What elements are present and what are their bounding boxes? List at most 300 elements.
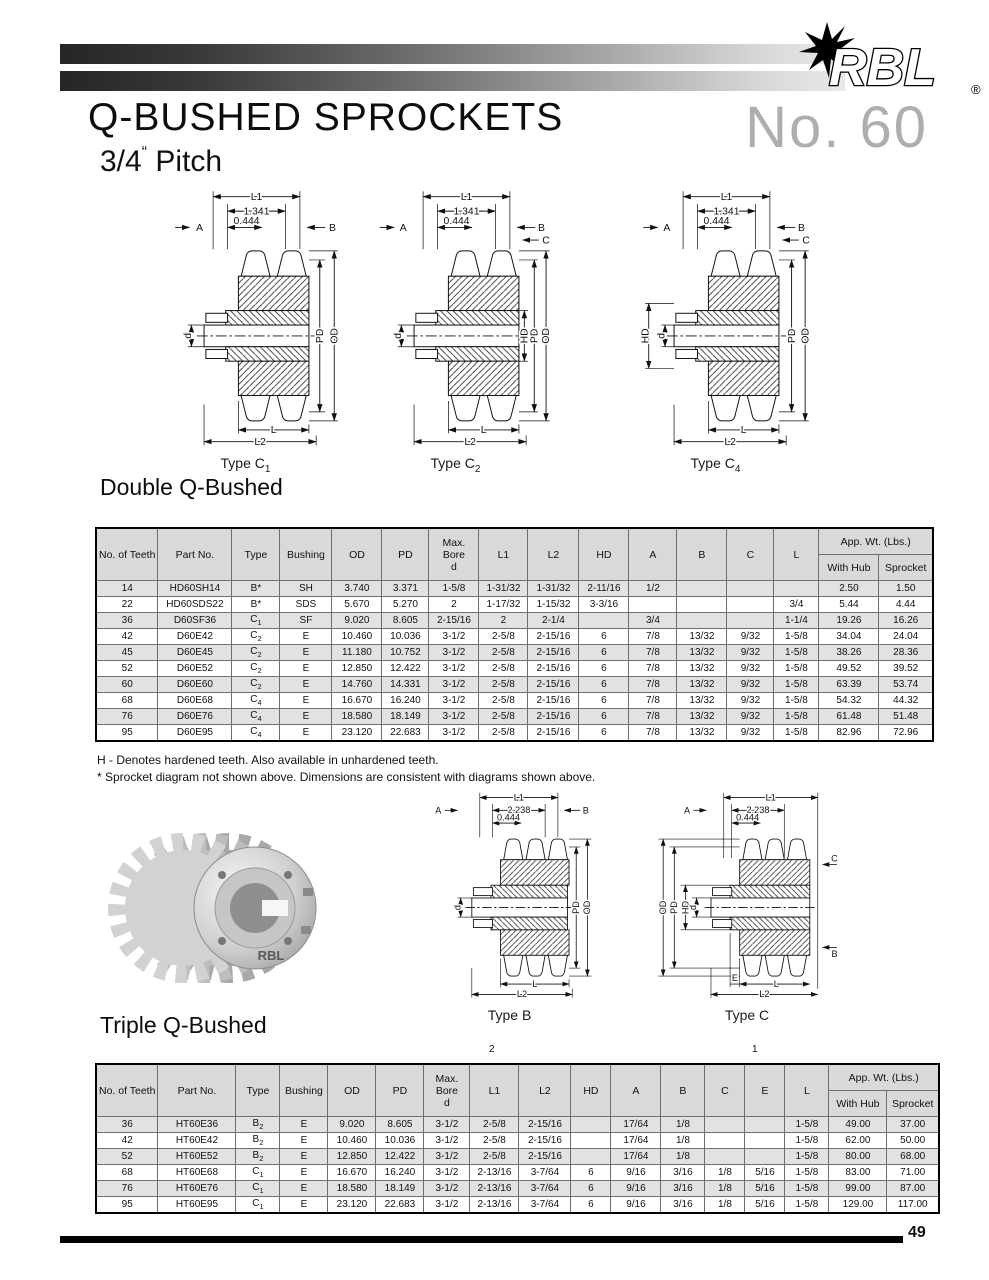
- table-cell: 18.149: [376, 1181, 424, 1197]
- table-cell: 9/32: [727, 709, 774, 725]
- table-cell: B*: [232, 597, 280, 613]
- col-header-c: C: [727, 528, 774, 581]
- table-cell: $C_2$: [232, 661, 280, 677]
- table-cell: 12.850: [328, 1149, 376, 1165]
- table-cell: $C_2$: [232, 677, 280, 693]
- svg-text:L: L: [773, 978, 780, 989]
- table-cell: E: [280, 1197, 328, 1214]
- table-cell: 82.96: [819, 725, 879, 742]
- table-cell: 13/32: [677, 693, 727, 709]
- col-header-l: L: [785, 1064, 829, 1117]
- table-cell: 2-5/8: [479, 645, 528, 661]
- sprocket-hub: [194, 847, 316, 969]
- table-cell: E: [280, 693, 332, 709]
- svg-text:OD: OD: [541, 328, 553, 344]
- table-cell: 5.270: [382, 597, 429, 613]
- table-cell: 6: [571, 1197, 611, 1214]
- figure-caption-type-c2: Type $C_2$: [430, 455, 481, 475]
- diagram-type-c2: [358, 184, 552, 448]
- triple-sprocket-photo: [95, 808, 325, 1013]
- table-cell: 3/16: [661, 1197, 705, 1214]
- pitch-fraction: 3/4: [100, 145, 142, 178]
- table-cell: 6: [579, 677, 629, 693]
- table-cell: 28.36: [879, 645, 933, 661]
- page-title: Q-BUSHED SPROCKETS: [88, 96, 564, 139]
- table-cell: [629, 597, 677, 613]
- table-row: [96, 1117, 939, 1133]
- table-cell: 7/8: [629, 709, 677, 725]
- stray-mark-1: 1: [752, 1044, 758, 1055]
- svg-text:HD: HD: [519, 328, 531, 344]
- col-header-c: C: [705, 1064, 745, 1117]
- table-cell: E: [280, 1149, 328, 1165]
- table-cell: $B_2$: [236, 1149, 280, 1165]
- rbl-logo: [793, 22, 987, 100]
- table-cell: 95: [96, 725, 158, 742]
- table-cell: SF: [280, 613, 332, 629]
- table-cell: 2-13/16: [470, 1197, 519, 1214]
- table-cell: 1/8: [661, 1133, 705, 1149]
- table-cell: 2-15/16: [528, 629, 579, 645]
- svg-text:L: L: [271, 425, 277, 437]
- figure-caption-type-c4: Type $C_4$: [690, 455, 741, 475]
- svg-text:PD: PD: [669, 901, 680, 914]
- table-cell: $C_4$: [232, 725, 280, 742]
- double-q-bushed-table: [95, 527, 934, 742]
- pitch-word: Pitch: [155, 145, 223, 178]
- svg-text:OD: OD: [800, 328, 812, 344]
- rbl-logo-graphic: [793, 22, 987, 100]
- svg-text:A: A: [435, 805, 442, 816]
- table-cell: [705, 1117, 745, 1133]
- table-cell: 10.036: [382, 629, 429, 645]
- table-cell: $C_2$: [232, 629, 280, 645]
- table-cell: 3/16: [661, 1181, 705, 1197]
- table-cell: 14: [96, 581, 158, 597]
- table-cell: 12.422: [382, 661, 429, 677]
- table-cell: 1-5/8: [429, 581, 479, 597]
- catalog-number: No. 60: [745, 95, 928, 160]
- diagram-type-c: [652, 788, 842, 1000]
- table-cell: 16.240: [376, 1165, 424, 1181]
- table-cell: 2-1/4: [528, 613, 579, 629]
- svg-text:L2: L2: [516, 989, 527, 1000]
- table-cell: 11.180: [332, 645, 382, 661]
- table-cell: 9/16: [611, 1181, 661, 1197]
- table-row: [96, 645, 933, 661]
- svg-text:1.341: 1.341: [453, 206, 480, 218]
- hub-brand-stamp: RBL: [257, 948, 285, 963]
- table-cell: 23.120: [328, 1197, 376, 1214]
- table-cell: [745, 1149, 785, 1165]
- table-cell: 117.00: [887, 1197, 939, 1214]
- table-cell: 45: [96, 645, 158, 661]
- table-cell: 2-5/8: [470, 1133, 519, 1149]
- table-cell: 9/32: [727, 677, 774, 693]
- double-table-body: [96, 581, 933, 742]
- table-cell: D60E76: [158, 709, 232, 725]
- table-cell: 13/32: [677, 645, 727, 661]
- table-cell: 7/8: [629, 661, 677, 677]
- col-header-max-bore: Max. Bore d: [429, 528, 479, 581]
- table-cell: 54.32: [819, 693, 879, 709]
- table-cell: 9/32: [727, 693, 774, 709]
- table-cell: 53.74: [879, 677, 933, 693]
- col-header-b: B: [661, 1064, 705, 1117]
- table-cell: E: [280, 1133, 328, 1149]
- col-header-app-wt: App. Wt. (Lbs.): [819, 528, 933, 555]
- svg-text:OD: OD: [329, 328, 341, 344]
- table-row: [96, 597, 933, 613]
- svg-text:C: C: [831, 853, 838, 864]
- table-cell: 1-5/8: [774, 645, 819, 661]
- col-header-od: OD: [328, 1064, 376, 1117]
- svg-text:HD: HD: [680, 900, 691, 915]
- table-cell: HT60E95: [158, 1197, 236, 1214]
- rbl-logo-text: RBL: [829, 39, 936, 97]
- table-cell: 1/8: [661, 1149, 705, 1165]
- col-header-l1: L1: [470, 1064, 519, 1117]
- table-cell: 13/32: [677, 725, 727, 742]
- table-cell: 12.422: [376, 1149, 424, 1165]
- svg-text:PD: PD: [570, 901, 581, 914]
- table-cell: 1-5/8: [774, 677, 819, 693]
- figure-caption-type-c1: Type $C_1$: [220, 455, 271, 475]
- svg-text:A: A: [400, 223, 407, 235]
- col-header-max-bore: Max. Bore d: [424, 1064, 470, 1117]
- table-cell: 95: [96, 1197, 158, 1214]
- table-cell: 1-5/8: [774, 629, 819, 645]
- table-cell: 38.26: [819, 645, 879, 661]
- triple-section-heading: Triple Q-Bushed: [100, 1012, 267, 1038]
- table-cell: 3-1/2: [429, 629, 479, 645]
- table-cell: 1-5/8: [774, 725, 819, 742]
- table-cell: 7/8: [629, 693, 677, 709]
- table-cell: 2-5/8: [479, 661, 528, 677]
- table-cell: 2-5/8: [470, 1149, 519, 1165]
- table-cell: 1/8: [705, 1197, 745, 1214]
- col-header-type: Type: [232, 528, 280, 581]
- table-cell: E: [280, 1165, 328, 1181]
- col-header-e: E: [745, 1064, 785, 1117]
- svg-text:OD: OD: [658, 900, 669, 915]
- col-header-with-hub: With Hub: [819, 555, 879, 581]
- figure-caption-type-c: Type C: [724, 1007, 770, 1023]
- table-cell: HD60SH14: [158, 581, 232, 597]
- table-cell: [677, 581, 727, 597]
- table-cell: 9/32: [727, 645, 774, 661]
- table-cell: 60: [96, 677, 158, 693]
- table-cell: $C_1$: [236, 1197, 280, 1214]
- table-cell: 6: [579, 661, 629, 677]
- table-cell: 1/2: [629, 581, 677, 597]
- table-cell: 72.96: [879, 725, 933, 742]
- table-cell: 24.04: [879, 629, 933, 645]
- table-cell: 3-1/2: [424, 1181, 470, 1197]
- svg-text:2.238: 2.238: [746, 805, 770, 816]
- table-cell: 6: [579, 693, 629, 709]
- table-cell: E: [280, 677, 332, 693]
- table-cell: 2-11/16: [579, 581, 629, 597]
- table-cell: 63.39: [819, 677, 879, 693]
- table-cell: 2-13/16: [470, 1165, 519, 1181]
- svg-text:0.444: 0.444: [496, 812, 520, 823]
- svg-text:0.444: 0.444: [736, 812, 760, 823]
- table-cell: 7/8: [629, 645, 677, 661]
- svg-text:L2: L2: [464, 436, 477, 448]
- svg-text:L1: L1: [721, 191, 733, 203]
- table-cell: 17/64: [611, 1117, 661, 1133]
- table-cell: E: [280, 645, 332, 661]
- table-cell: 18.149: [382, 709, 429, 725]
- table-cell: HT60E36: [158, 1117, 236, 1133]
- svg-text:B: B: [538, 223, 546, 235]
- table-cell: HT60E68: [158, 1165, 236, 1181]
- table-cell: 3-1/2: [429, 709, 479, 725]
- diagram-type-c4: [618, 184, 812, 448]
- table-cell: 2-15/16: [528, 693, 579, 709]
- table-cell: 10.460: [328, 1133, 376, 1149]
- table-cell: 3.371: [382, 581, 429, 597]
- svg-text:B: B: [831, 948, 838, 959]
- table-cell: $C_2$: [232, 645, 280, 661]
- table-cell: 6: [579, 725, 629, 742]
- stray-mark-2: 2: [489, 1044, 495, 1055]
- table-row: [96, 1149, 939, 1165]
- table-cell: 1-5/8: [785, 1149, 829, 1165]
- col-header-with-hub: With Hub: [829, 1091, 887, 1117]
- table-cell: 1-15/32: [528, 597, 579, 613]
- col-header-bushing: Bushing: [280, 528, 332, 581]
- table-cell: 49.52: [819, 661, 879, 677]
- table-cell: 3-1/2: [424, 1133, 470, 1149]
- table-cell: 51.48: [879, 709, 933, 725]
- col-header-hd: HD: [571, 1064, 611, 1117]
- table-cell: $B_2$: [236, 1117, 280, 1133]
- table-cell: 18.580: [328, 1181, 376, 1197]
- table-cell: 14.331: [382, 677, 429, 693]
- svg-text:L: L: [741, 425, 747, 437]
- svg-text:0.444: 0.444: [703, 215, 730, 227]
- table-cell: 71.00: [887, 1165, 939, 1181]
- table-cell: 1-5/8: [785, 1197, 829, 1214]
- svg-text:OD: OD: [581, 900, 592, 915]
- pitch-label: [100, 144, 222, 179]
- col-header-l1: L1: [479, 528, 528, 581]
- table-cell: 2-5/8: [479, 629, 528, 645]
- table-cell: 7/8: [629, 629, 677, 645]
- table-cell: 2-5/8: [479, 725, 528, 742]
- table-cell: 87.00: [887, 1181, 939, 1197]
- table-cell: 2-15/16: [528, 677, 579, 693]
- pitch-inch-mark: “: [141, 144, 148, 161]
- table-cell: 8.605: [382, 613, 429, 629]
- table-cell: 22.683: [382, 725, 429, 742]
- table-row: [96, 661, 933, 677]
- table-cell: 3-1/2: [429, 645, 479, 661]
- table-row: [96, 1133, 939, 1149]
- svg-text:PD: PD: [787, 328, 799, 344]
- table-cell: 1-5/8: [785, 1181, 829, 1197]
- table-cell: 1-17/32: [479, 597, 528, 613]
- table-cell: 62.00: [829, 1133, 887, 1149]
- table-cell: E: [280, 1117, 328, 1133]
- table-row: [96, 693, 933, 709]
- table-cell: 17/64: [611, 1149, 661, 1165]
- table-cell: 39.52: [879, 661, 933, 677]
- table-cell: 13/32: [677, 677, 727, 693]
- col-header-l2: L2: [519, 1064, 571, 1117]
- table-cell: SH: [280, 581, 332, 597]
- table-cell: $C_1$: [232, 613, 280, 629]
- table-cell: [705, 1149, 745, 1165]
- table-cell: 99.00: [829, 1181, 887, 1197]
- table-cell: 2: [479, 613, 528, 629]
- col-header-sprocket: Sprocket: [879, 555, 933, 581]
- table-cell: E: [280, 709, 332, 725]
- table-cell: 9/16: [611, 1165, 661, 1181]
- table-cell: 2-15/16: [528, 645, 579, 661]
- table-cell: [571, 1133, 611, 1149]
- table-cell: 7/8: [629, 725, 677, 742]
- table-cell: 16.26: [879, 613, 933, 629]
- table-row: [96, 613, 933, 629]
- table-cell: 5/16: [745, 1181, 785, 1197]
- svg-text:B: B: [798, 223, 806, 235]
- svg-text:0.444: 0.444: [233, 215, 260, 227]
- table-cell: E: [280, 629, 332, 645]
- table-cell: 16.670: [332, 693, 382, 709]
- figure-type-c4: [608, 184, 823, 475]
- table-cell: 8.605: [376, 1117, 424, 1133]
- table-cell: 3-1/2: [424, 1117, 470, 1133]
- table-cell: $B_2$: [236, 1133, 280, 1149]
- table-cell: 9/32: [727, 629, 774, 645]
- note-hardened-teeth: H - Denotes hardened teeth. Also available in unhardened teeth.: [97, 753, 439, 767]
- table-cell: 2-15/16: [429, 613, 479, 629]
- col-header-teeth: No. of Teeth: [96, 1064, 158, 1117]
- col-header-app-wt: App. Wt. (Lbs.): [829, 1064, 939, 1091]
- table-cell: 10.460: [332, 629, 382, 645]
- table-cell: 5/16: [745, 1197, 785, 1214]
- figure-type-b: [402, 788, 617, 1027]
- table-cell: 9.020: [332, 613, 382, 629]
- table-cell: 13/32: [677, 661, 727, 677]
- table-cell: $C_4$: [232, 709, 280, 725]
- table-cell: 83.00: [829, 1165, 887, 1181]
- table-row: [96, 1165, 939, 1181]
- table-cell: [774, 581, 819, 597]
- table-cell: D60E95: [158, 725, 232, 742]
- svg-text:d: d: [452, 905, 463, 911]
- table-cell: 3-1/2: [429, 677, 479, 693]
- table-cell: 2-15/16: [528, 661, 579, 677]
- table-cell: $C_4$: [232, 693, 280, 709]
- table-cell: 1-31/32: [479, 581, 528, 597]
- double-section-heading: Double Q-Bushed: [100, 474, 283, 500]
- table-cell: [745, 1133, 785, 1149]
- table-cell: 80.00: [829, 1149, 887, 1165]
- svg-text:L2: L2: [724, 436, 737, 448]
- table-cell: 3-7/64: [519, 1165, 571, 1181]
- table-cell: D60E68: [158, 693, 232, 709]
- col-header-a: A: [611, 1064, 661, 1117]
- table-cell: D60E42: [158, 629, 232, 645]
- table-row: [96, 1197, 939, 1214]
- diagram-type-b: [424, 788, 595, 1000]
- table-cell: 36: [96, 1117, 158, 1133]
- svg-text:PD: PD: [529, 328, 541, 344]
- col-header-pd: PD: [376, 1064, 424, 1117]
- table-cell: 1/8: [661, 1117, 705, 1133]
- table-cell: 2-15/16: [528, 709, 579, 725]
- svg-text:L1: L1: [461, 191, 473, 203]
- table-cell: 13/32: [677, 709, 727, 725]
- svg-text:A: A: [663, 223, 671, 235]
- table-cell: 2: [429, 597, 479, 613]
- table-cell: 1-31/32: [528, 581, 579, 597]
- col-header-a: A: [629, 528, 677, 581]
- table-cell: 2-5/8: [479, 709, 528, 725]
- table-cell: 129.00: [829, 1197, 887, 1214]
- table-cell: $C_1$: [236, 1181, 280, 1197]
- table-cell: D60E52: [158, 661, 232, 677]
- table-cell: 10.752: [382, 645, 429, 661]
- svg-text:A: A: [684, 805, 691, 816]
- table-cell: HD60SDS22: [158, 597, 232, 613]
- col-header-sprocket: Sprocket: [887, 1091, 939, 1117]
- svg-text:2.238: 2.238: [507, 805, 531, 816]
- table-cell: 5.44: [819, 597, 879, 613]
- table-cell: 2-15/16: [519, 1117, 571, 1133]
- header-gradient-bar-1: [60, 44, 845, 64]
- table-cell: 3-1/2: [424, 1149, 470, 1165]
- table-cell: [677, 613, 727, 629]
- svg-text:L2: L2: [254, 436, 267, 448]
- col-header-l: L: [774, 528, 819, 581]
- table-cell: 1.50: [879, 581, 933, 597]
- table-cell: 1/8: [705, 1165, 745, 1181]
- table-cell: 34.04: [819, 629, 879, 645]
- table-cell: B*: [232, 581, 280, 597]
- table-cell: 3-1/2: [424, 1197, 470, 1214]
- table-cell: 42: [96, 629, 158, 645]
- col-header-pd: PD: [382, 528, 429, 581]
- table-cell: D60E45: [158, 645, 232, 661]
- footer-rule: [60, 1236, 903, 1243]
- table-cell: 68: [96, 1165, 158, 1181]
- table-cell: E: [280, 661, 332, 677]
- svg-text:L: L: [532, 978, 538, 989]
- svg-text:d: d: [656, 332, 668, 339]
- table-cell: [571, 1149, 611, 1165]
- table-cell: 22.683: [376, 1197, 424, 1214]
- table-cell: 16.670: [328, 1165, 376, 1181]
- svg-text:A: A: [196, 223, 204, 235]
- table-cell: 3/4: [774, 597, 819, 613]
- col-header-b: B: [677, 528, 727, 581]
- col-header-bushing: Bushing: [280, 1064, 328, 1117]
- col-header-part: Part No.: [158, 1064, 236, 1117]
- table-cell: 3/16: [661, 1165, 705, 1181]
- table-cell: [579, 613, 629, 629]
- svg-text:C: C: [802, 235, 811, 247]
- col-header-teeth: No. of Teeth: [96, 528, 158, 581]
- table-cell: [745, 1117, 785, 1133]
- triple-table-body: [96, 1117, 939, 1214]
- col-header-part: Part No.: [158, 528, 232, 581]
- triple-q-bushed-table: [95, 1063, 940, 1214]
